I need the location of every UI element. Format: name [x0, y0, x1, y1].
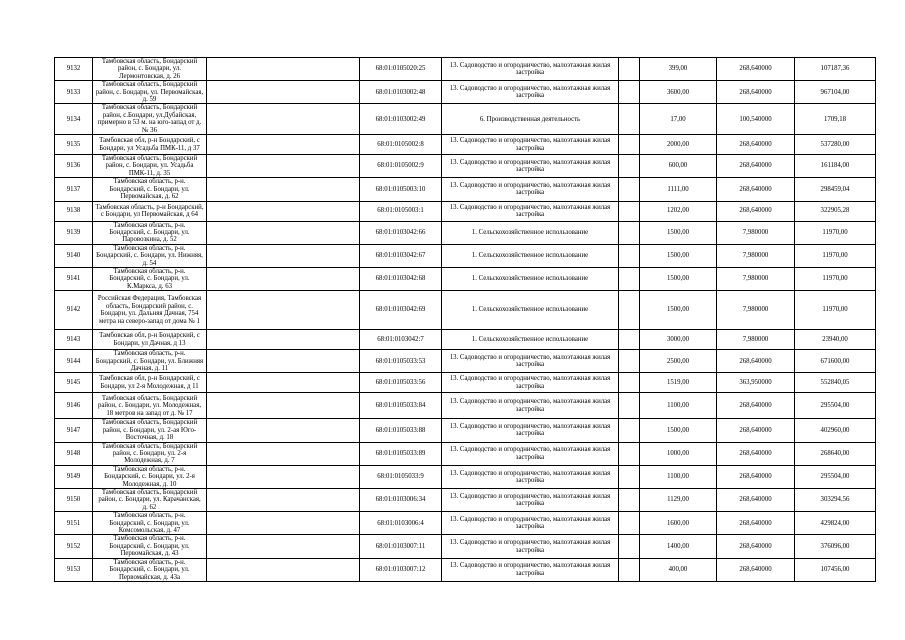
cell-cadastral-value: 11970,00: [795, 291, 876, 330]
cell-land-use-type: 13. Садоводство и огородничество, малоэтажная жилая застройка: [442, 350, 619, 373]
table-body: [55, 58, 876, 582]
cell-area: 1500,00: [640, 267, 717, 290]
cell-specific-value: 268,640000: [717, 201, 795, 221]
cell-cadastral-value: 295504,00: [795, 393, 876, 419]
table-row: [55, 291, 876, 330]
cell-area: 1600,00: [640, 512, 717, 535]
cell-cadastral-value: 552840,05: [795, 373, 876, 393]
cell-cadastral-number: 68:01:0105033:56: [360, 373, 442, 393]
cell-land-use-type: 13. Садоводство и огородничество, малоэтажная жилая застройка: [442, 373, 619, 393]
cell-address: Тамбовская область, р-н. Бондарский, с. Бондари, ул. 2-я Молодежная, д. 10: [93, 465, 207, 488]
cell-extra: [207, 291, 360, 330]
cell-extra: [207, 221, 360, 244]
cell-land-use-type: 13. Садоводство и огородничество, малоэтажная жилая застройка: [442, 393, 619, 419]
cell-extra: [207, 558, 360, 581]
cell-specific-value: 7,980000: [717, 267, 795, 290]
cell-extra: [207, 81, 360, 104]
cell-area: 3600,00: [640, 81, 717, 104]
cell-cadastral-value: 402960,00: [795, 419, 876, 442]
cell-specific-value: 268,640000: [717, 489, 795, 512]
cell-blank: [619, 330, 640, 350]
cell-specific-value: 268,640000: [717, 155, 795, 178]
cell-specific-value: 268,640000: [717, 135, 795, 155]
cell-land-use-type: 13. Садоводство и огородничество, малоэтажная жилая застройка: [442, 81, 619, 104]
cell-row-number: 9134: [55, 104, 93, 135]
cell-blank: [619, 201, 640, 221]
cell-cadastral-number: 68:01:0105003:10: [360, 178, 442, 201]
cell-cadastral-value: 1709,18: [795, 104, 876, 135]
cell-row-number: 9140: [55, 244, 93, 267]
cell-area: 400,00: [640, 558, 717, 581]
cell-row-number: 9141: [55, 267, 93, 290]
cell-address: Тамбовская область, Бондарский район, с. Бондари, ул. Усадьба ПМК-11, д. 35: [93, 155, 207, 178]
cell-land-use-type: 13. Садоводство и огородничество, малоэтажная жилая застройка: [442, 178, 619, 201]
cell-row-number: 9153: [55, 558, 93, 581]
table-row: [55, 350, 876, 373]
cell-cadastral-number: 68:01:0103042:68: [360, 267, 442, 290]
cell-address: Тамбовская обл, р-н Бондарский, с Бондари, ул 2-я Молодежная, д 11: [93, 373, 207, 393]
cell-extra: [207, 489, 360, 512]
cell-specific-value: 268,640000: [717, 81, 795, 104]
cell-address: Тамбовская область, Бондарский район, с. Бондари, ул. 2-я Молодежная, д. 7: [93, 442, 207, 465]
cell-land-use-type: 1. Сельскохозяйственное использование: [442, 330, 619, 350]
cell-row-number: 9136: [55, 155, 93, 178]
table-row: [55, 373, 876, 393]
cell-blank: [619, 535, 640, 558]
cell-address: Тамбовская область, р-н. Бондарский, с. Бондари, ул. Паровозкина, д. 52: [93, 221, 207, 244]
cell-cadastral-value: 967104,00: [795, 81, 876, 104]
cell-cadastral-value: 671600,00: [795, 350, 876, 373]
cell-cadastral-number: 68:01:0105003:1: [360, 201, 442, 221]
cell-cadastral-value: 23940,00: [795, 330, 876, 350]
cell-row-number: 9146: [55, 393, 93, 419]
cell-area: 1500,00: [640, 244, 717, 267]
cell-extra: [207, 58, 360, 81]
cell-row-number: 9135: [55, 135, 93, 155]
cell-address: Тамбовская область, Бондарский район, с. Бондари, ул. Карачанская, д. 62: [93, 489, 207, 512]
cell-land-use-type: 13. Садоводство и огородничество, малоэтажная жилая застройка: [442, 512, 619, 535]
cell-address: Тамбовская область, р-н. Бондарский, с. Бондари, ул. Ближняя Дачная, д. 11: [93, 350, 207, 373]
table-row: [55, 393, 876, 419]
cell-blank: [619, 350, 640, 373]
cell-blank: [619, 81, 640, 104]
cell-blank: [619, 135, 640, 155]
cell-address: Тамбовская область, Бондарский район, с. Бондари, ул. Лермонтовская, д. 26: [93, 58, 207, 81]
cell-land-use-type: 13. Садоводство и огородничество, малоэтажная жилая застройка: [442, 58, 619, 81]
cell-address: Тамбовская область, Бондарский район, с. Бондари, ул. Молодежная, 18 метров на запад от д. № 17: [93, 393, 207, 419]
cell-row-number: 9149: [55, 465, 93, 488]
cell-specific-value: 268,640000: [717, 512, 795, 535]
cell-land-use-type: 13. Садоводство и огородничество, малоэтажная жилая застройка: [442, 465, 619, 488]
cell-row-number: 9151: [55, 512, 93, 535]
cell-blank: [619, 465, 640, 488]
cell-land-use-type: 13. Садоводство и огородничество, малоэтажная жилая застройка: [442, 135, 619, 155]
cell-cadastral-number: 68:01:0103042:66: [360, 221, 442, 244]
table-row: [55, 419, 876, 442]
cell-extra: [207, 465, 360, 488]
cell-cadastral-value: 429824,00: [795, 512, 876, 535]
cell-cadastral-number: 68:01:0103042:67: [360, 244, 442, 267]
cell-cadastral-value: 11970,00: [795, 244, 876, 267]
table-row: [55, 442, 876, 465]
cell-specific-value: 7,980000: [717, 330, 795, 350]
cell-row-number: 9150: [55, 489, 93, 512]
cell-address: Российская Федерация, Тамбовская область, Бондарский район, с. Бондари, ул. Дальняя Дачная, 754 метра на северо-запад от дома № 1: [93, 291, 207, 330]
cell-extra: [207, 535, 360, 558]
cell-land-use-type: 13. Садоводство и огородничество, малоэтажная жилая застройка: [442, 419, 619, 442]
cell-address: Тамбовская обл, р-н Бондарский, с Бондари, ул Дачная, д 13: [93, 330, 207, 350]
cell-cadastral-number: 68:01:0105002:8: [360, 135, 442, 155]
cell-cadastral-number: 68:01:0103042:69: [360, 291, 442, 330]
cadastral-value-table: [54, 57, 876, 582]
cell-extra: [207, 104, 360, 135]
cell-address: Тамбовская область, Бондарский район, с.Бондари, ул.Дубайская, примерно в 53 м. на юго-запад от д. № 36: [93, 104, 207, 135]
cell-row-number: 9144: [55, 350, 93, 373]
cell-cadastral-value: 376096,00: [795, 535, 876, 558]
cell-specific-value: 268,640000: [717, 393, 795, 419]
cell-blank: [619, 558, 640, 581]
cell-cadastral-number: 68:01:0105033:9: [360, 465, 442, 488]
cell-cadastral-number: 68:01:0103006:34: [360, 489, 442, 512]
cell-cadastral-value: 161184,00: [795, 155, 876, 178]
cell-land-use-type: 6. Производственная деятельность: [442, 104, 619, 135]
cell-address: Тамбовская область, р-н. Бондарский, с. Бондари, ул. Первомайская, д. 43: [93, 535, 207, 558]
cell-cadastral-number: 68:01:0105020:25: [360, 58, 442, 81]
cell-blank: [619, 291, 640, 330]
cell-area: 1100,00: [640, 465, 717, 488]
table-row: [55, 155, 876, 178]
cell-extra: [207, 512, 360, 535]
cell-specific-value: 7,980000: [717, 291, 795, 330]
cell-extra: [207, 267, 360, 290]
table-row: [55, 535, 876, 558]
cell-blank: [619, 155, 640, 178]
cell-cadastral-value: 11970,00: [795, 221, 876, 244]
cell-area: 17,00: [640, 104, 717, 135]
cell-blank: [619, 419, 640, 442]
cell-address: Тамбовская область, р-н. Бондарский, с. Бондари, ул. Нижняя, д. 54: [93, 244, 207, 267]
cell-extra: [207, 350, 360, 373]
cell-area: 1100,00: [640, 393, 717, 419]
cell-area: 1500,00: [640, 221, 717, 244]
cell-land-use-type: 1. Сельскохозяйственное использование: [442, 221, 619, 244]
cell-cadastral-number: 68:01:0103007:12: [360, 558, 442, 581]
cell-cadastral-number: 68:01:0105033:88: [360, 419, 442, 442]
cell-extra: [207, 330, 360, 350]
cell-extra: [207, 419, 360, 442]
cell-row-number: 9148: [55, 442, 93, 465]
cell-cadastral-number: 68:01:0105002:9: [360, 155, 442, 178]
cell-row-number: 9138: [55, 201, 93, 221]
cell-specific-value: 268,640000: [717, 535, 795, 558]
cell-address: Тамбовская область, р-н. Бондарский, с. Бондари, ул. Первомайская, д. 62: [93, 178, 207, 201]
cell-specific-value: 268,640000: [717, 442, 795, 465]
cell-extra: [207, 244, 360, 267]
table-row: [55, 201, 876, 221]
table-row: [55, 330, 876, 350]
cell-specific-value: 268,640000: [717, 178, 795, 201]
cell-blank: [619, 104, 640, 135]
cell-cadastral-number: 68:01:0105033:89: [360, 442, 442, 465]
table-row: [55, 104, 876, 135]
cell-specific-value: 268,640000: [717, 465, 795, 488]
cell-blank: [619, 244, 640, 267]
cell-area: 1111,00: [640, 178, 717, 201]
table-row: [55, 178, 876, 201]
cell-specific-value: 268,640000: [717, 350, 795, 373]
cell-address: Тамбовская область, р-н. Бондарский, с. Бондари, ул. К.Маркса, д. 63: [93, 267, 207, 290]
cell-address: Тамбовская область, р-н Бондарский, с Бондари, ул Первомайская, д 64: [93, 201, 207, 221]
cell-blank: [619, 221, 640, 244]
cell-specific-value: 7,980000: [717, 221, 795, 244]
cell-blank: [619, 512, 640, 535]
cell-extra: [207, 178, 360, 201]
cell-specific-value: 268,640000: [717, 419, 795, 442]
cell-cadastral-value: 268640,00: [795, 442, 876, 465]
cell-land-use-type: 1. Сельскохозяйственное использование: [442, 244, 619, 267]
cell-cadastral-number: 68:01:0103007:11: [360, 535, 442, 558]
cell-area: 3000,00: [640, 330, 717, 350]
cell-extra: [207, 393, 360, 419]
cell-extra: [207, 201, 360, 221]
cell-specific-value: 363,950000: [717, 373, 795, 393]
cell-land-use-type: 13. Садоводство и огородничество, малоэтажная жилая застройка: [442, 155, 619, 178]
table-row: [55, 512, 876, 535]
cell-specific-value: 268,640000: [717, 58, 795, 81]
cell-blank: [619, 373, 640, 393]
cell-cadastral-value: 303294,56: [795, 489, 876, 512]
cell-row-number: 9132: [55, 58, 93, 81]
cell-cadastral-number: 68:01:0103002:48: [360, 81, 442, 104]
table-row: [55, 58, 876, 81]
cell-blank: [619, 393, 640, 419]
cell-extra: [207, 135, 360, 155]
cell-area: 399,00: [640, 58, 717, 81]
cell-area: 1000,00: [640, 442, 717, 465]
cell-area: 1500,00: [640, 291, 717, 330]
cell-cadastral-value: 107456,00: [795, 558, 876, 581]
cell-area: 1129,00: [640, 489, 717, 512]
cell-area: 1400,00: [640, 535, 717, 558]
cell-specific-value: 7,980000: [717, 244, 795, 267]
cell-row-number: 9145: [55, 373, 93, 393]
cell-blank: [619, 178, 640, 201]
cell-extra: [207, 442, 360, 465]
cell-address: Тамбовская область, р-н. Бондарский, с. Бондари, ул. Первомайская, д. 43а: [93, 558, 207, 581]
cell-area: 1202,00: [640, 201, 717, 221]
cell-specific-value: 268,640000: [717, 558, 795, 581]
cell-area: 1519,00: [640, 373, 717, 393]
table-row: [55, 81, 876, 104]
cell-cadastral-number: 68:01:0103006:4: [360, 512, 442, 535]
cell-area: 2500,00: [640, 350, 717, 373]
cell-cadastral-number: 68:01:0103042:7: [360, 330, 442, 350]
table-row: [55, 221, 876, 244]
cell-row-number: 9147: [55, 419, 93, 442]
cell-cadastral-number: 68:01:0105033:53: [360, 350, 442, 373]
cell-land-use-type: 13. Садоводство и огородничество, малоэтажная жилая застройка: [442, 489, 619, 512]
cell-land-use-type: 1. Сельскохозяйственное использование: [442, 267, 619, 290]
cell-area: 2000,00: [640, 135, 717, 155]
cell-area: 600,00: [640, 155, 717, 178]
cell-land-use-type: 13. Садоводство и огородничество, малоэтажная жилая застройка: [442, 442, 619, 465]
cell-land-use-type: 13. Садоводство и огородничество, малоэтажная жилая застройка: [442, 558, 619, 581]
table-row: [55, 135, 876, 155]
cell-extra: [207, 155, 360, 178]
cell-land-use-type: 13. Садоводство и огородничество, малоэтажная жилая застройка: [442, 535, 619, 558]
cell-address: Тамбовская область, Бондарский район, с. Бондари, ул. Первомайская, д. 59: [93, 81, 207, 104]
cell-cadastral-value: 11970,00: [795, 267, 876, 290]
cell-address: Тамбовская область, р-н. Бондарский, с. Бондари, ул. Комсомольская, д. 47: [93, 512, 207, 535]
table-row: [55, 489, 876, 512]
cell-cadastral-value: 298459,04: [795, 178, 876, 201]
cell-specific-value: 100,540000: [717, 104, 795, 135]
table-row: [55, 465, 876, 488]
cell-extra: [207, 373, 360, 393]
cell-cadastral-value: 295504,00: [795, 465, 876, 488]
cell-row-number: 9152: [55, 535, 93, 558]
cell-blank: [619, 58, 640, 81]
table-row: [55, 267, 876, 290]
cell-address: Тамбовская обл, р-н Бондарский, с Бондари, ул Усадьба ПМК-11, д 37: [93, 135, 207, 155]
cell-row-number: 9142: [55, 291, 93, 330]
cell-blank: [619, 267, 640, 290]
cell-cadastral-number: 68:01:0105033:84: [360, 393, 442, 419]
cell-row-number: 9137: [55, 178, 93, 201]
cell-row-number: 9143: [55, 330, 93, 350]
cell-cadastral-value: 322905,28: [795, 201, 876, 221]
cell-land-use-type: 13. Садоводство и огородничество, малоэтажная жилая застройка: [442, 201, 619, 221]
cell-row-number: 9139: [55, 221, 93, 244]
cell-blank: [619, 489, 640, 512]
cell-blank: [619, 442, 640, 465]
cell-land-use-type: 1. Сельскохозяйственное использование: [442, 291, 619, 330]
cell-address: Тамбовская область, Бондарский район, с. Бондари, ул. 2-ая Юго-Восточная, д. 18: [93, 419, 207, 442]
cell-area: 1500,00: [640, 419, 717, 442]
cell-cadastral-value: 537280,00: [795, 135, 876, 155]
cell-cadastral-number: 68:01:0103002:49: [360, 104, 442, 135]
table-row: [55, 558, 876, 581]
cell-cadastral-value: 107187,36: [795, 58, 876, 81]
table-row: [55, 244, 876, 267]
cell-row-number: 9133: [55, 81, 93, 104]
